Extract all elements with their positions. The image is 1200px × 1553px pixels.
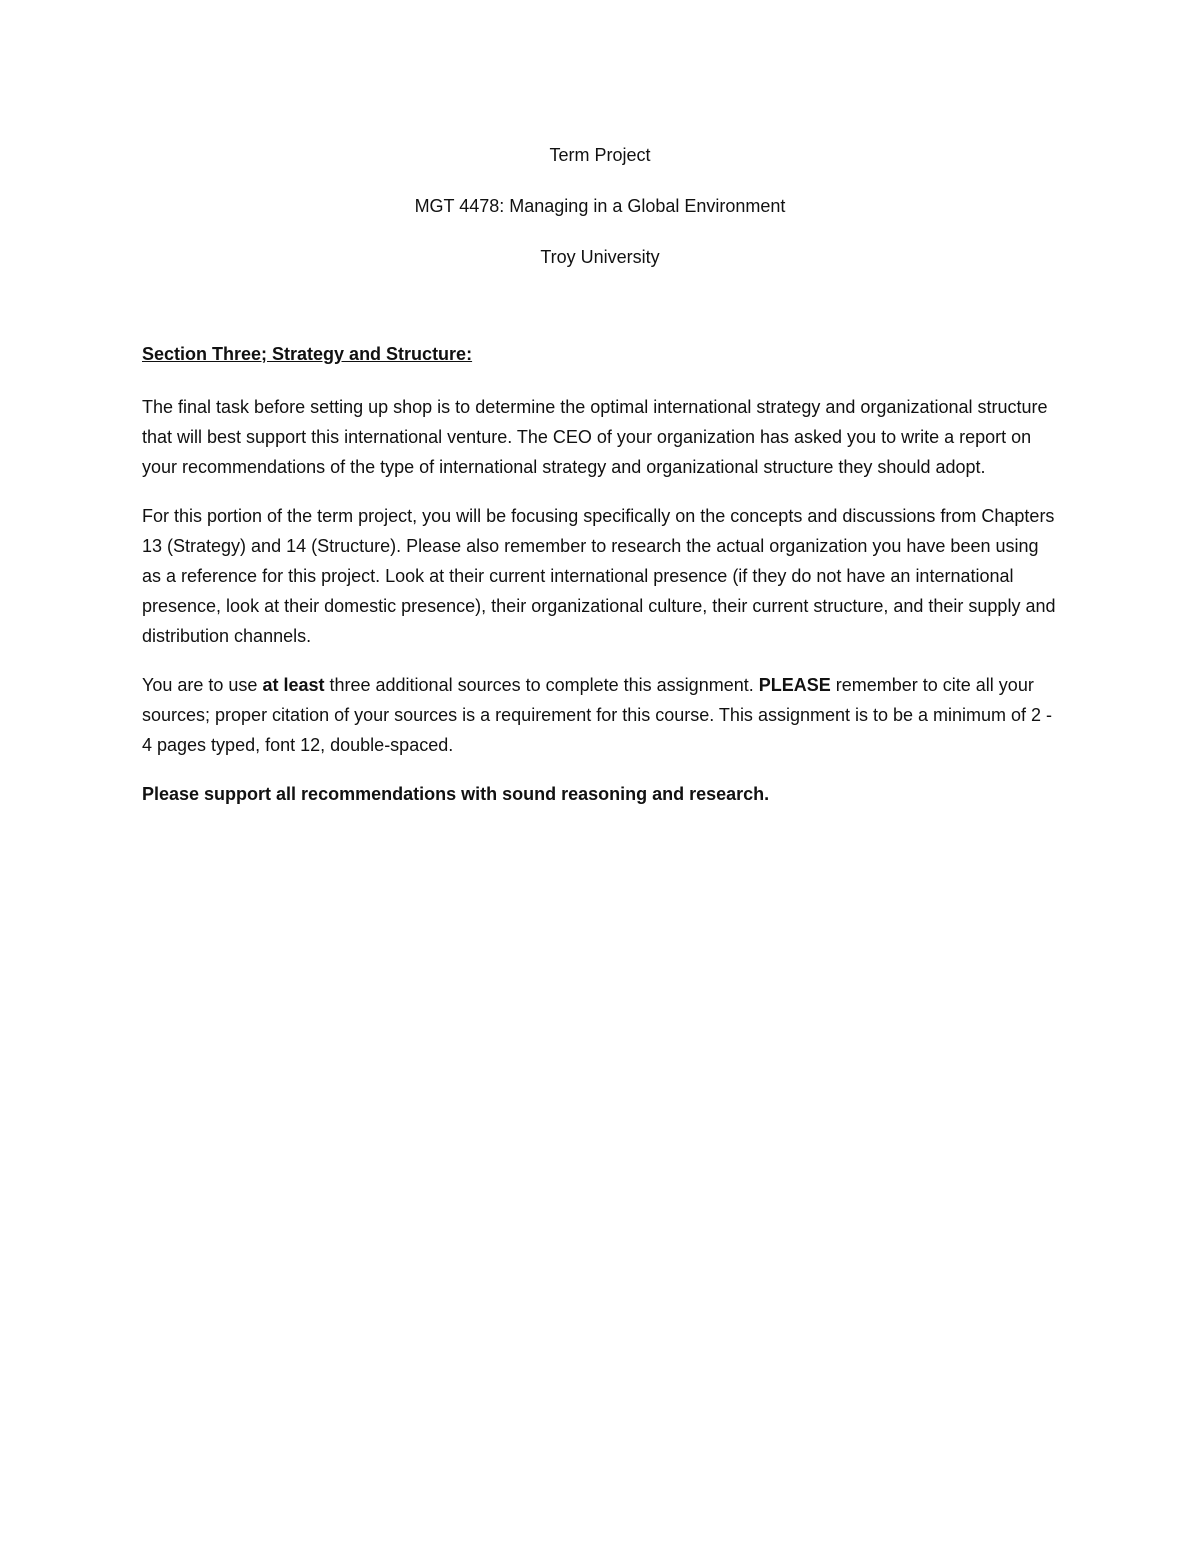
closing-statement: Please support all recommendations with sound reasoning and research. [142,784,770,804]
requirements-text-2: three additional sources to complete this assignment. [324,675,759,695]
requirements-emphasis-at-least: at least [262,675,325,695]
requirements-text-3: remember to cite all your sources; proper citation of your sources is a requirement for this course. This assignment is to be a minimum of 2 - 4 pages typed, font 12, double-spaced. [142,675,1053,755]
paragraph-requirements [142,670,1062,760]
course-name: MGT 4478: Managing in a Global Environment [414,196,786,216]
paragraph-task-description: The final task before setting up shop is to determine the optimal international strategy and organizational structure that will best support this international venture. The CEO of your organization has asked you to write a report on your recommendations of the type of international strategy and organizational structure they should adopt. [142,397,1048,477]
requirements-emphasis-please: PLEASE [758,675,831,695]
section-heading: Section Three; Strategy and Structure: [142,344,473,364]
requirements-text-1: You are to use [142,675,263,695]
institution-name: Troy University [540,247,660,267]
document-header [0,142,1200,295]
paragraph-focus-instructions: For this portion of the term project, you will be focusing specifically on the concepts and discussions from Chapters 13 (Strategy) and 14 (Structure). Please also remember to research the actual organization you have been using as a reference for this project. Look at their current international presence (if they do not have an international presence, look at their domestic presence), their organizational culture, their current structure, and their supply and distribution channels. [142,506,1056,646]
document-body [142,341,1062,809]
document-title: Term Project [549,145,651,165]
